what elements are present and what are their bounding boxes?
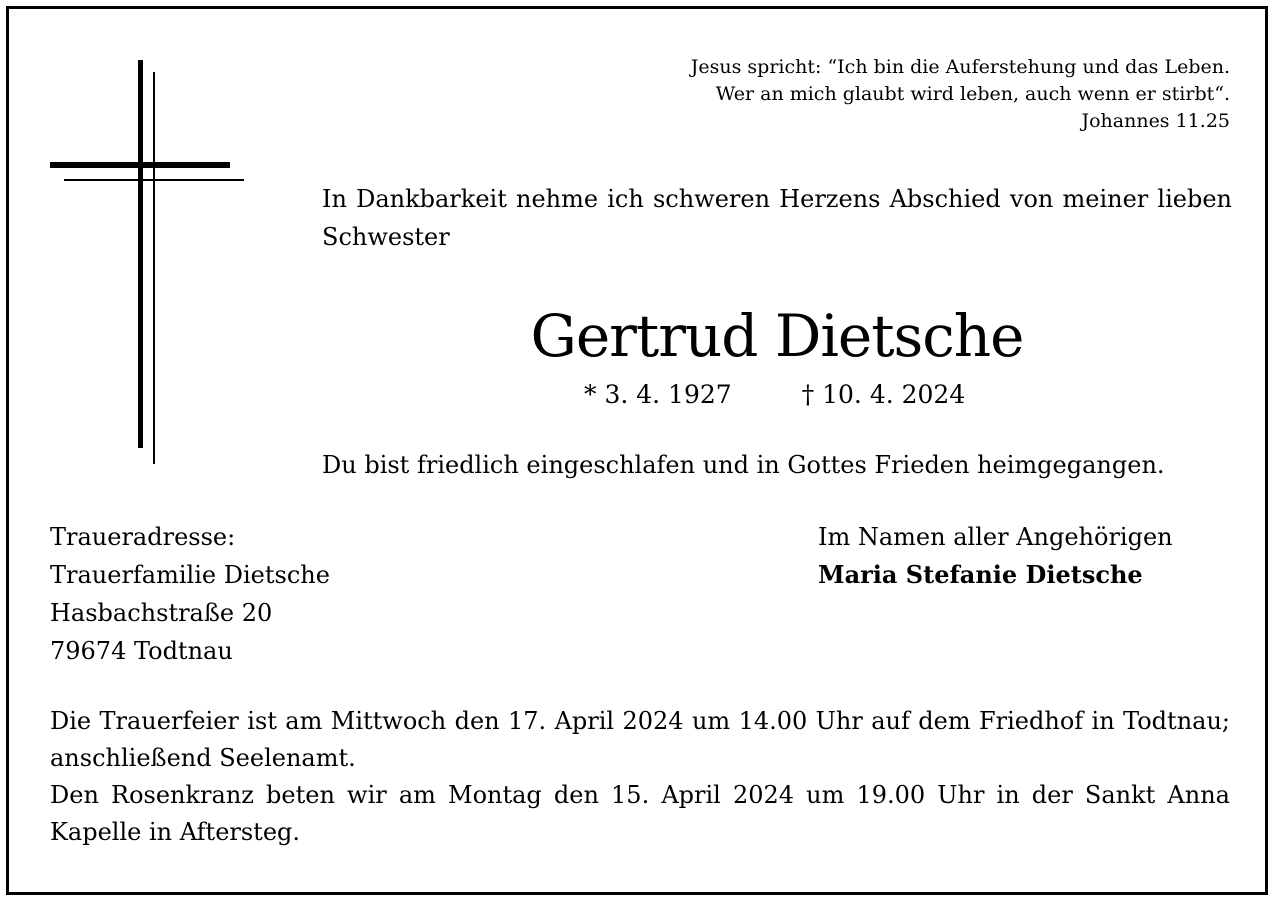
death-date: † 10. 4. 2024 (801, 380, 966, 409)
birth-date: * 3. 4. 1927 (584, 380, 732, 409)
address-family: Trauerfamilie Dietsche (50, 561, 330, 589)
intro-text: In Dankbarkeit nehme ich schweren Herzens Abschied von meiner lieben Schwester (322, 185, 1232, 251)
signoff (818, 518, 1173, 594)
signer-name: Maria Stefanie Dietsche (818, 560, 1143, 589)
mourning-address (50, 518, 330, 670)
bible-quote (610, 54, 1230, 135)
funeral-text: Die Trauerfeier ist am Mittwoch den 17. April 2024 um 14.00 Uhr auf dem Friedhof in Todtnau; anschließend Seelenamt. (50, 707, 1230, 772)
ceremony-info (50, 703, 1230, 851)
life-dates (584, 378, 965, 412)
farewell-text: Du bist friedlich eingeschlafen und in Gottes Frieden heimgegangen. (322, 451, 1165, 479)
address-city: 79674 Todtnau (50, 637, 233, 665)
quote-line-1: Jesus spricht: “Ich bin die Auferstehung und das Leben. (690, 56, 1230, 78)
quote-line-2: Wer an mich glaubt wird leben, auch wenn er stirbt“. (715, 83, 1230, 105)
address-street: Hasbachstraße 20 (50, 599, 273, 627)
rosary-text: Den Rosenkranz beten wir am Montag den 15. April 2024 um 19.00 Uhr in der Sankt Anna Kapelle in Aftersteg. (50, 781, 1230, 846)
address-heading: Traueradresse: (50, 523, 236, 551)
deceased-name: Gertrud Dietsche (530, 302, 1024, 370)
quote-source: Johannes 11.25 (1081, 110, 1230, 132)
signoff-line: Im Namen aller Angehörigen (818, 523, 1173, 551)
